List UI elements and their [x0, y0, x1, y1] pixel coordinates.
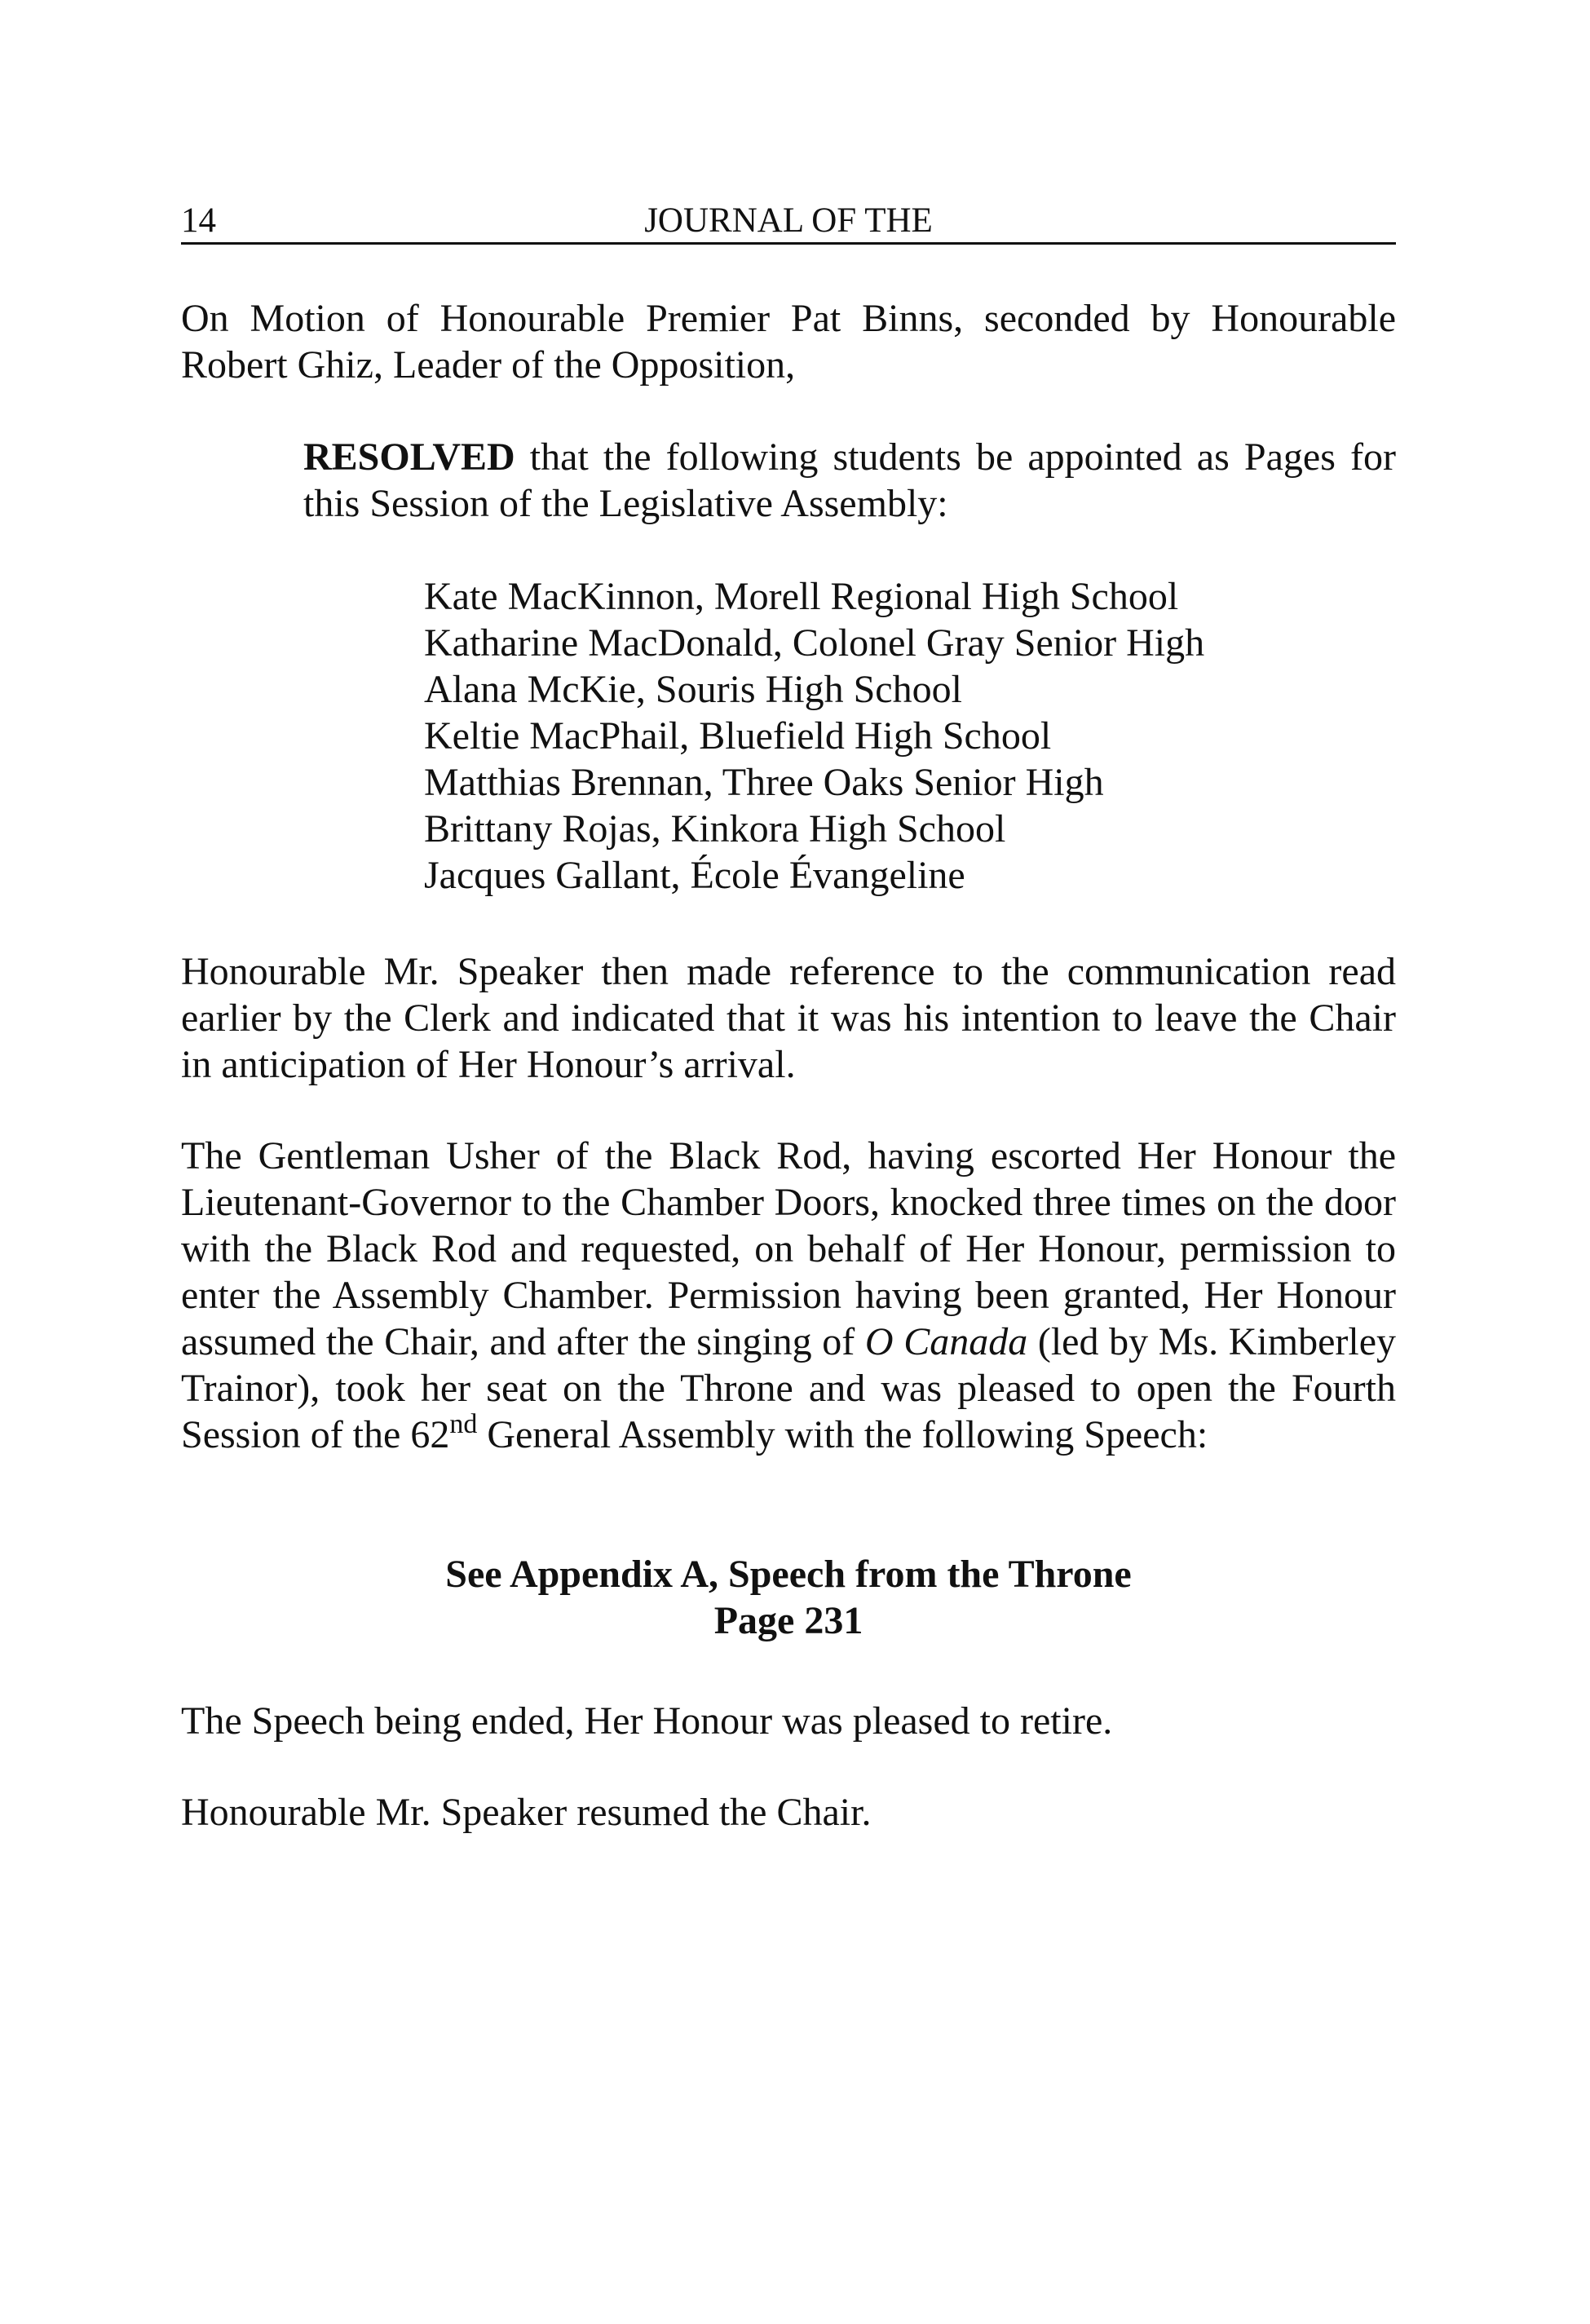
list-item: Alana McKie, Souris High School	[424, 668, 962, 711]
page-number: 14	[181, 201, 216, 240]
ordinal-superscript: nd	[449, 1409, 478, 1439]
resolution-paragraph	[303, 434, 1396, 527]
journal-title: JOURNAL OF THE	[644, 201, 933, 240]
resolution-text: that the following students be appointed as Pages for this Session of the Legislative Assembly:	[303, 435, 1396, 525]
speaker-paragraph: Honourable Mr. Speaker then made reference to the communication read earlier by the Clerk and indicated that it was his intention to leave the Chair in anticipation of Her Honour’s arrival.	[181, 950, 1396, 1086]
list-item: Matthias Brennan, Three Oaks Senior High	[424, 761, 1104, 804]
list-item: Kate MacKinnon, Morell Regional High School	[424, 575, 1179, 618]
usher-text-part2: (led by Ms. Kimberley Trainor), took her seat on the Throne and was pleased to open the Fourth Session of the 62	[181, 1320, 1397, 1456]
usher-paragraph	[181, 1133, 1396, 1458]
running-header	[181, 200, 1396, 245]
retire-paragraph: The Speech being ended, Her Honour was pleased to retire.	[181, 1699, 1113, 1743]
pages-list	[424, 573, 1321, 899]
usher-text-part3: General Assembly with the following Speech:	[477, 1413, 1208, 1456]
anthem-title: O Canada	[864, 1320, 1028, 1363]
resumed-paragraph: Honourable Mr. Speaker resumed the Chair.	[181, 1791, 872, 1834]
list-item: Brittany Rojas, Kinkora High School	[424, 807, 1006, 851]
appendix-reference	[181, 1551, 1396, 1644]
appendix-title: See Appendix A, Speech from the Throne	[445, 1553, 1132, 1596]
list-item: Jacques Gallant, École Évangeline	[424, 854, 965, 897]
list-item: Katharine MacDonald, Colonel Gray Senior High	[424, 621, 1205, 665]
list-item: Keltie MacPhail, Bluefield High School	[424, 714, 1052, 758]
motion-paragraph: On Motion of Honourable Premier Pat Binns, seconded by Honourable Robert Ghiz, Leader of the Opposition,	[181, 297, 1396, 387]
resolved-keyword: RESOLVED	[303, 435, 515, 479]
appendix-page: Page 231	[713, 1599, 863, 1642]
usher-text-part1: The Gentleman Usher of the Black Rod, having escorted Her Honour the Lieutenant-Governor to the Chamber Doors, knocked three times on the door with the Black Rod and requested, on behalf of Her Honour, permission to enter the Assembly Chamber. Permission having been granted, Her Honour assumed the Chair, and after the singing of	[181, 1134, 1396, 1363]
